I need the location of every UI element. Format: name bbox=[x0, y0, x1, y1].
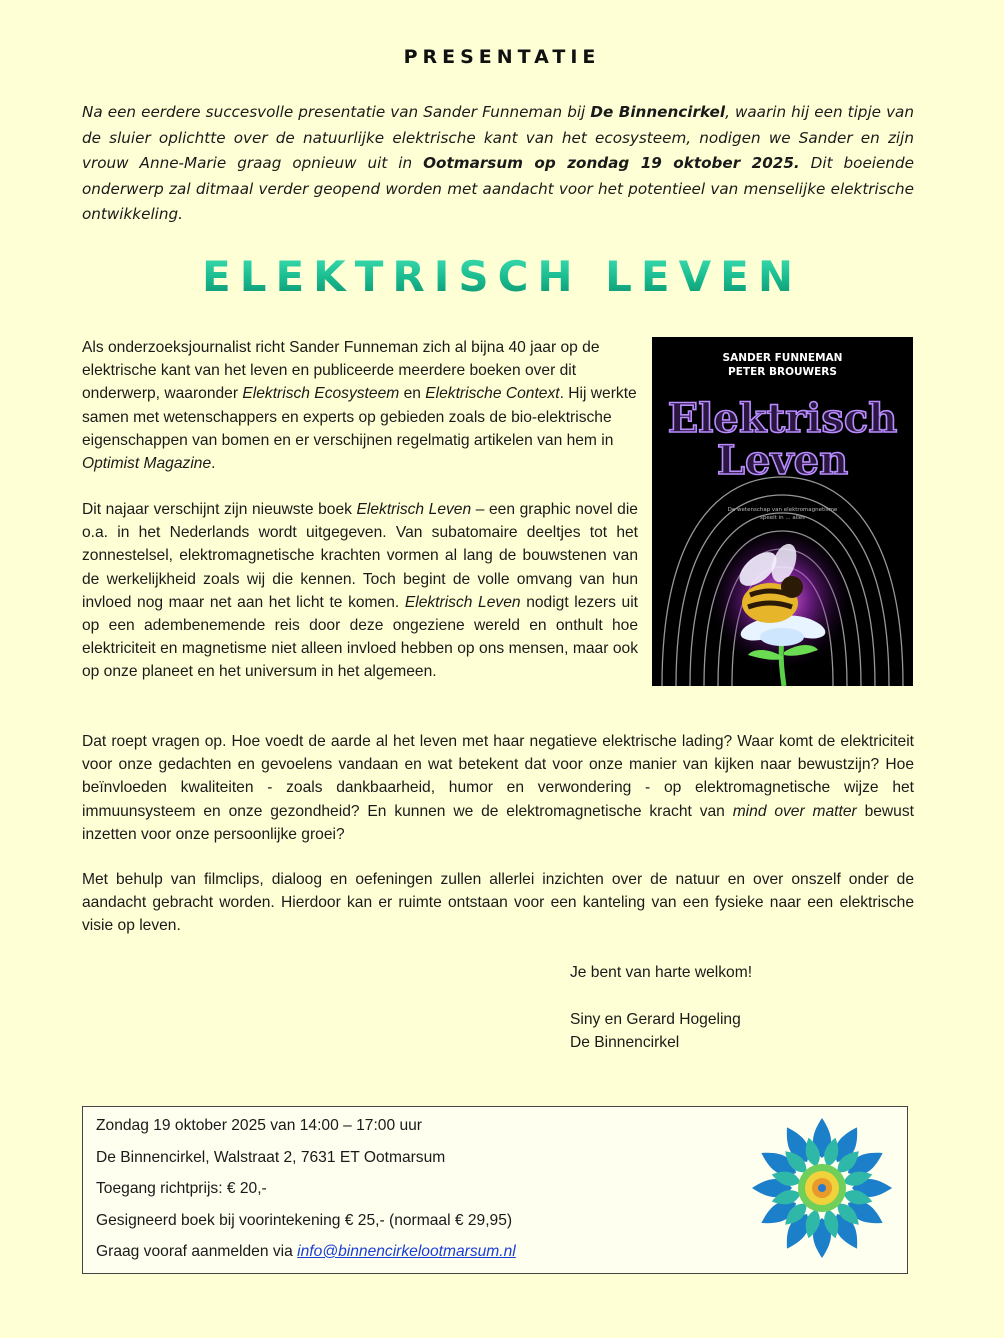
book-subtitle-2: speelt in ... alles bbox=[760, 515, 805, 521]
book-reference: Elektrische Context bbox=[425, 385, 560, 403]
book-reference: Elektrisch Leven bbox=[404, 593, 521, 611]
text: . Hij werkte samen met wetenschappers en experts op gebieden zoals de bio-elektrische eigenschappen van bomen en er verschijnen regelmatig artikelen van hem in bbox=[82, 385, 637, 449]
author-paragraph bbox=[82, 336, 638, 475]
event-info-lines bbox=[96, 1115, 516, 1273]
signature-names: Siny en Gerard Hogeling bbox=[570, 1011, 741, 1028]
book-reference: Elektrisch Leven bbox=[356, 501, 472, 518]
phrase-emphasis: mind over matter bbox=[732, 802, 857, 820]
text: nodigt lezers uit op een adembenemende reis door deze ongeziene wereld en onthult hoe elektriciteit en magnetisme niet alleen invloed hebben op ons mensen, maar ook op onze planeet en het universum in het algemeen. bbox=[82, 593, 638, 681]
intro-text: Dit boeiende onderwerp zal ditmaal verder geopend worden met aandacht voor het potentieel van menselijke elektrische ontwikkeling. bbox=[82, 154, 914, 223]
event-title: ELEKTRISCH LEVEN bbox=[0, 252, 1004, 301]
intro-paragraph bbox=[82, 100, 914, 228]
welcome-text: Je bent van harte welkom! bbox=[570, 964, 753, 981]
page-heading: PRESENTATIE bbox=[403, 46, 601, 68]
questions-paragraph bbox=[82, 730, 914, 846]
text: – een graphic novel die o.a. in het Nederlands wordt uitgegeven. Van subatomaire deeltjes tot het zonnestelsel, elektromagnetische krachten vormen al lang de bouwstenen van de werkelijkheid zoals wij die kennen. Toch begint de volle omvang van hun invloed nog maar net aan het licht te komen. bbox=[82, 501, 638, 611]
text: en bbox=[399, 385, 426, 403]
info-price: Toegang richtprijs: € 20,- bbox=[96, 1180, 267, 1197]
info-registration bbox=[96, 1241, 516, 1273]
text: Dit najaar verschijnt zijn nieuwste boek bbox=[82, 501, 357, 518]
book-subtitle-1: De wetenschap van elektromagnetisme bbox=[727, 507, 838, 513]
mandala-logo bbox=[751, 1117, 893, 1259]
book-author-1: SANDER FUNNEMAN bbox=[722, 352, 843, 364]
info-book-offer: Gesigneerd boek bij voorintekening € 25,- (normaal € 29,95) bbox=[96, 1211, 513, 1229]
closing-block bbox=[570, 961, 900, 1054]
intro-text: , waarin hij een tipje van de sluier oplichtte over de natuurlijke elektrische kant van het ecosysteem, nodigen we Sander en zijn vrouw Anne-Marie graag opnieuw uit in bbox=[82, 103, 914, 172]
info-date-time: Zondag 19 oktober 2025 van 14:00 – 17:00 uur bbox=[96, 1117, 422, 1134]
email-link[interactable]: info@binnencirkelootmarsum.nl bbox=[297, 1243, 516, 1260]
book-title-1: Elektrisch bbox=[667, 395, 898, 442]
event-info-box bbox=[82, 1106, 908, 1274]
magazine-reference: Optimist Magazine bbox=[82, 455, 212, 473]
book-paragraph bbox=[82, 498, 638, 684]
intro-bold-org: De Binnencirkel bbox=[590, 103, 726, 121]
text: Dat roept vragen op. Hoe voedt de aarde al het leven met haar negatieve elektrische lading? Waar komt de elektriciteit voor onze gedachten en gevoelens vandaan en wat betekent dat voor onze manier van kijken naar bewustzijn? Hoe beïnvloeden kwaliteiten - zoals dankbaarheid, humor en verwondering - op elektromagnetische wijze het immuunsysteem en onze gezondheid? En kunnen we de elektromagnetische kracht van bbox=[82, 733, 914, 820]
intro-text: Na een eerdere succesvolle presentatie van Sander Funneman bij bbox=[82, 103, 591, 121]
info-address: De Binnencirkel, Walstraat 2, 7631 ET Ootmarsum bbox=[96, 1148, 446, 1166]
text: . bbox=[211, 455, 216, 473]
book-title-2: Leven bbox=[716, 437, 849, 484]
text: Als onderzoeksjournalist richt Sander Funneman zich al bijna 40 jaar op de elektrische kant van het leven en publiceerde meerdere boeken over dit onderwerp, waaronder bbox=[82, 339, 600, 403]
book-author-2: PETER BROUWERS bbox=[728, 366, 837, 378]
book-cover-image bbox=[652, 337, 913, 686]
registration-text: Graag vooraf aanmelden via bbox=[96, 1243, 298, 1260]
book-reference: Elektrisch Ecosysteem bbox=[242, 385, 400, 403]
signature-org: De Binnencirkel bbox=[570, 1034, 680, 1051]
text: bewust inzetten voor onze persoonlijke groei? bbox=[82, 802, 914, 843]
method-paragraph: Met behulp van filmclips, dialoog en oefeningen zullen allerlei inzichten over de natuur en over onszelf onder de aandacht gebracht worden. Hierdoor kan er ruimte ontstaan voor een kanteling van een fysieke naar een elektrische visie op leven. bbox=[82, 871, 914, 935]
intro-bold-date: Ootmarsum op zondag 19 oktober 2025. bbox=[423, 154, 800, 172]
